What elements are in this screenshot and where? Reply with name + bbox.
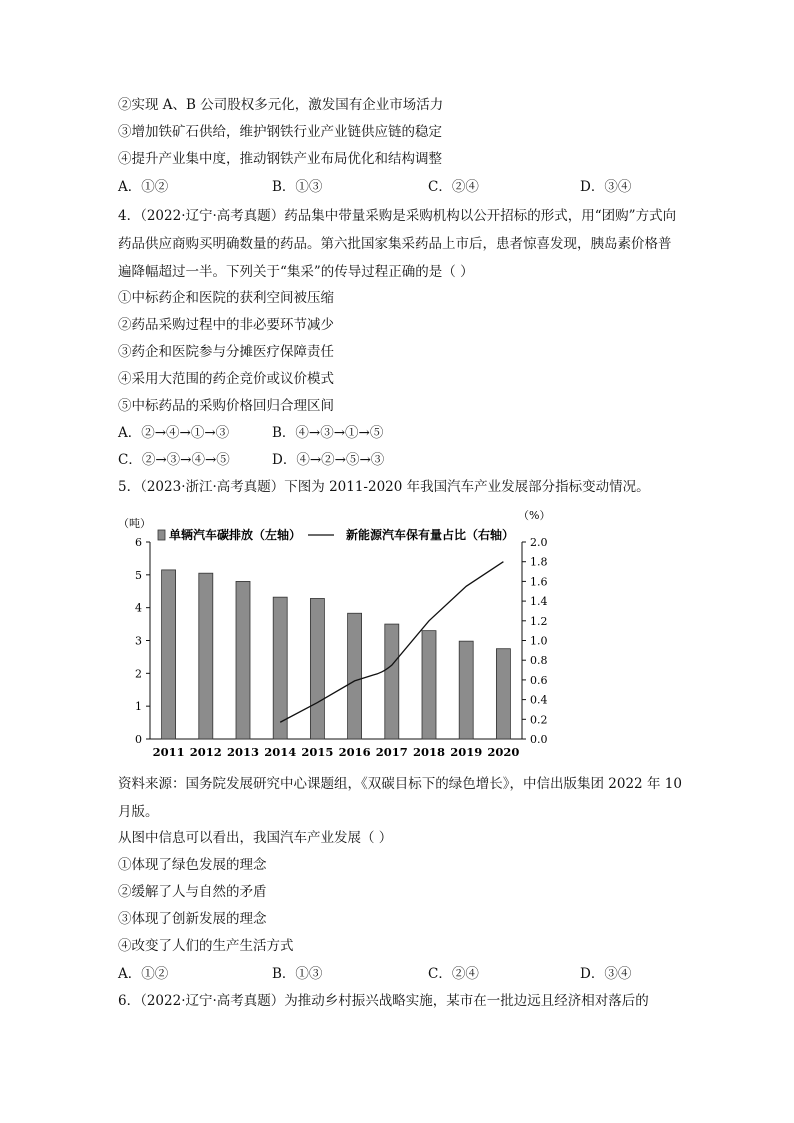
q5-question: 从图中信息可以看出，我国汽车产业发展（ ）: [118, 830, 393, 846]
q5-option-c[interactable]: C．②④: [428, 966, 479, 982]
q5-option-b[interactable]: B．①③: [272, 966, 323, 982]
x-tick-label: 2016: [338, 745, 371, 759]
q3-option-c[interactable]: C．②④: [428, 179, 479, 195]
q5-stem: 5．（2023·浙江·高考真题）下图为 2011-2020 年我国汽车产业发展部分指标变动情况。: [118, 479, 650, 495]
left-tick-label: 3: [135, 634, 142, 648]
q4-option-d[interactable]: D．④→②→⑤→③: [272, 452, 385, 468]
x-tick-label: 2020: [487, 745, 520, 759]
chart-bar: [348, 613, 362, 739]
q3-option-d[interactable]: D．③④: [580, 179, 632, 195]
q4-item-3: ③药企和医院参与分摊医疗保障责任: [118, 344, 334, 360]
left-tick-label: 0: [135, 733, 142, 746]
q5-option-d[interactable]: D．③④: [580, 966, 632, 982]
right-tick-label: 1.2: [530, 614, 548, 628]
x-tick-label: 2012: [189, 745, 222, 759]
x-tick-label: 2013: [226, 745, 260, 759]
q4-stem: 4．（2022·辽宁·高考真题）药品集中带量采购是采购机构以公开招标的形式，用“团购”方式向药品供应商购买明确数量的药品。第六批国家集采药品上市后，患者惊喜发现，胰岛素价格普遍降幅超过一半。下列关于“集采”的传导过程正确的是（ ）: [118, 208, 677, 280]
chart-bar: [385, 624, 399, 739]
q3-item-2: ②实现 A、B 公司股权多元化，激发国有企业市场活力: [118, 97, 444, 113]
q5-item-1: ①体现了绿色发展的理念: [118, 857, 267, 873]
right-tick-label: 1.6: [530, 575, 548, 589]
left-tick-label: 6: [135, 536, 142, 549]
x-tick-label: 2014: [264, 745, 297, 759]
q3-option-b[interactable]: B．①③: [272, 179, 323, 195]
legend-bar-label: 单辆汽车碳排放（左轴）: [169, 528, 302, 542]
right-tick-label: 0.0: [530, 733, 548, 746]
right-tick-label: 1.8: [530, 555, 548, 569]
q3-item-4: ④提升产业集中度，推动钢铁产业布局优化和结构调整: [118, 151, 442, 167]
right-tick-label: 0.6: [530, 673, 548, 687]
x-tick-label: 2011: [152, 745, 185, 759]
right-tick-label: 0.8: [530, 654, 548, 668]
chart-labels: [118, 509, 550, 759]
q4-option-b[interactable]: B．④→③→①→⑤: [272, 425, 384, 441]
right-tick-label: 0.2: [530, 713, 548, 727]
q4-item-4: ④采用大范围的药企竞价或议价模式: [118, 371, 334, 387]
right-tick-label: 1.4: [530, 595, 548, 609]
q4-option-c[interactable]: C．②→③→④→⑤: [118, 452, 230, 468]
q5-option-a[interactable]: A．①②: [118, 966, 169, 982]
q6-stem: 6．（2022·辽宁·高考真题）为推动乡村振兴战略实施，某市在一批边远且经济相对落后的: [118, 993, 649, 1009]
right-tick-label: 1.0: [530, 634, 548, 648]
q4-item-1: ①中标药企和医院的获利空间被压缩: [118, 290, 334, 306]
x-tick-label: 2017: [375, 745, 408, 759]
x-tick-label: 2018: [412, 745, 446, 759]
left-tick-label: 1: [135, 700, 142, 714]
left-tick-label: 5: [135, 568, 142, 582]
legend-line-label: 新能源汽车保有量占比（右轴）: [346, 528, 515, 542]
chart-bar: [162, 570, 176, 739]
q4-item-2: ②药品采购过程中的非必要环节减少: [118, 317, 334, 333]
chart-bar: [422, 631, 436, 739]
q5-chart: [110, 505, 590, 767]
q5-source: 资料来源：国务院发展研究中心课题组，《双碳目标下的绿色增长》，中信出版集团 2022 年 10 月版。: [118, 776, 682, 820]
q3-option-a[interactable]: A．①②: [118, 179, 169, 195]
x-tick-label: 2015: [301, 745, 334, 759]
chart-bar: [459, 641, 473, 739]
q5-item-2: ②缓解了人与自然的矛盾: [118, 884, 267, 900]
q5-item-4: ④改变了人们的生产生活方式: [118, 938, 294, 954]
chart-bar: [236, 581, 250, 739]
right-tick-label: 2.0: [530, 536, 548, 549]
chart-bar: [496, 649, 510, 739]
x-tick-label: 2019: [450, 745, 483, 759]
q5-item-3: ③体现了创新发展的理念: [118, 911, 267, 927]
legend-bar-swatch: [158, 530, 165, 540]
left-axis-unit: （吨）: [118, 517, 151, 530]
chart-bar: [273, 597, 287, 739]
chart-bar: [310, 598, 324, 739]
q3-item-3: ③增加铁矿石供给，维护钢铁行业产业链供应链的稳定: [118, 124, 442, 140]
chart-bars: [162, 570, 511, 739]
q4-option-a[interactable]: A．②→④→①→③: [118, 425, 230, 441]
chart-bar: [199, 573, 213, 739]
q4-item-5: ⑤中标药品的采购价格回归合理区间: [118, 398, 334, 414]
left-tick-label: 2: [135, 667, 142, 681]
right-axis-unit: （%）: [518, 509, 551, 522]
chart-legend: [158, 527, 514, 542]
left-tick-label: 4: [135, 601, 142, 615]
right-tick-label: 0.4: [530, 693, 548, 707]
